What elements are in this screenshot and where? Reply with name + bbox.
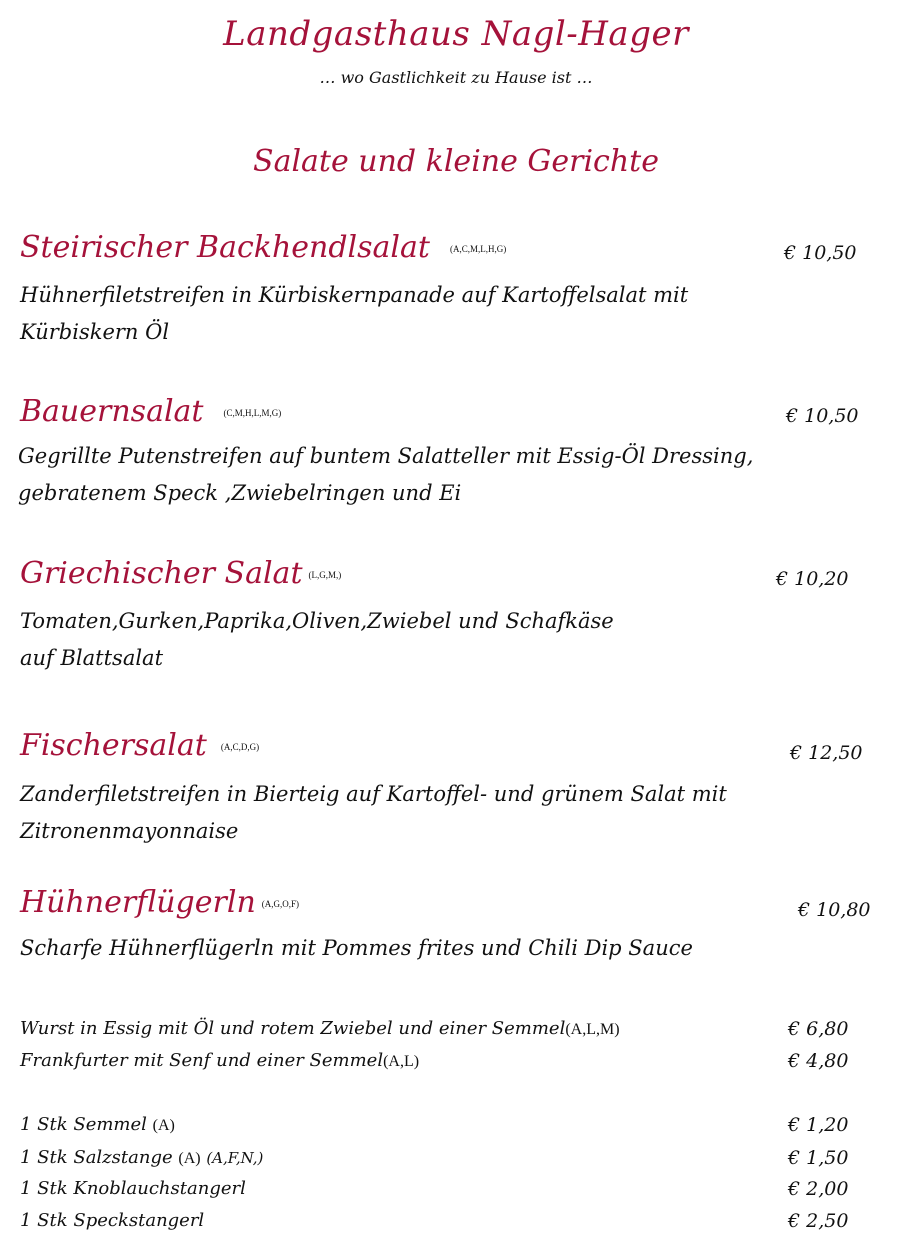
allergen-codes: (A,C,D,G) — [220, 742, 260, 752]
line-price: € 1,20 — [788, 1114, 849, 1136]
section-title: Salate und kleine Gerichte — [253, 144, 659, 179]
dish-name: Steirischer Backhendlsalat (A,C,M,L,H,G) — [20, 230, 507, 265]
dish-description: gebratenem Speck ,Zwiebelringen und Ei — [18, 481, 462, 505]
line-price: € 6,80 — [788, 1018, 849, 1040]
dish-name: Fischersalat (A,C,D,G) — [20, 728, 260, 763]
dish-description: Tomaten,Gurken,Paprika,Oliven,Zwiebel und Schafkäse — [20, 609, 614, 633]
line-price: € 1,50 — [788, 1147, 849, 1169]
allergen-codes: (A,G,O,F) — [261, 899, 300, 909]
allergen-codes: (A,C,M,L,H,G) — [449, 244, 507, 254]
line-price: € 2,00 — [788, 1178, 849, 1200]
dish-price: € 10,50 — [784, 242, 857, 264]
line-price: € 2,50 — [788, 1210, 849, 1232]
dish-price: € 12,50 — [790, 742, 863, 764]
dish-description: Hühnerfiletstreifen in Kürbiskernpanade auf Kartoffelsalat mit — [20, 283, 689, 307]
allergen-codes: (A) — [152, 1117, 175, 1134]
dish-description: Kürbiskern Öl — [20, 320, 170, 344]
menu-line: Wurst in Essig mit Öl und rotem Zwiebel und einer Semmel(A,L,M) — [20, 1018, 620, 1039]
dish-price: € 10,80 — [798, 899, 871, 921]
dish-description: Zitronenmayonnaise — [20, 819, 239, 843]
dish-description: Scharfe Hühnerflügerln mit Pommes frites und Chili Dip Sauce — [20, 936, 693, 960]
dish-description: auf Blattsalat — [20, 646, 164, 670]
dish-name: Hühnerflügerln (A,G,O,F) — [20, 885, 300, 920]
menu-line: 1 Stk Salzstange (A) (A,F,N,) — [20, 1147, 264, 1168]
allergen-codes: (C,M,H,L,M,G) — [223, 408, 282, 418]
dish-price: € 10,20 — [776, 568, 849, 590]
line-price: € 4,80 — [788, 1050, 849, 1072]
menu-line: 1 Stk Speckstangerl — [20, 1210, 205, 1231]
allergen-codes: (A) — [178, 1150, 201, 1167]
tagline: … wo Gastlichkeit zu Hause ist … — [319, 68, 593, 87]
dish-name: Bauernsalat (C,M,H,L,M,G) — [20, 394, 282, 429]
allergen-codes: (L,G,M,) — [308, 570, 342, 580]
dish-description: Gegrillte Putenstreifen auf buntem Salatteller mit Essig-Öl Dressing, — [18, 444, 754, 468]
dish-price: € 10,50 — [786, 405, 859, 427]
menu-line: 1 Stk Semmel (A) — [20, 1114, 175, 1135]
menu-line: 1 Stk Knoblauchstangerl — [20, 1178, 246, 1199]
restaurant-name: Landgasthaus Nagl-Hager — [223, 14, 689, 54]
allergen-codes: (A,L,M) — [565, 1021, 620, 1038]
allergen-codes: (A,L) — [383, 1053, 420, 1070]
menu-line: Frankfurter mit Senf und einer Semmel(A,L) — [20, 1050, 420, 1071]
dish-description: Zanderfiletstreifen in Bierteig auf Kartoffel- und grünem Salat mit — [20, 782, 727, 806]
allergen-codes: (A,F,N,) — [206, 1149, 264, 1167]
dish-name: Griechischer Salat (L,G,M,) — [20, 556, 342, 591]
